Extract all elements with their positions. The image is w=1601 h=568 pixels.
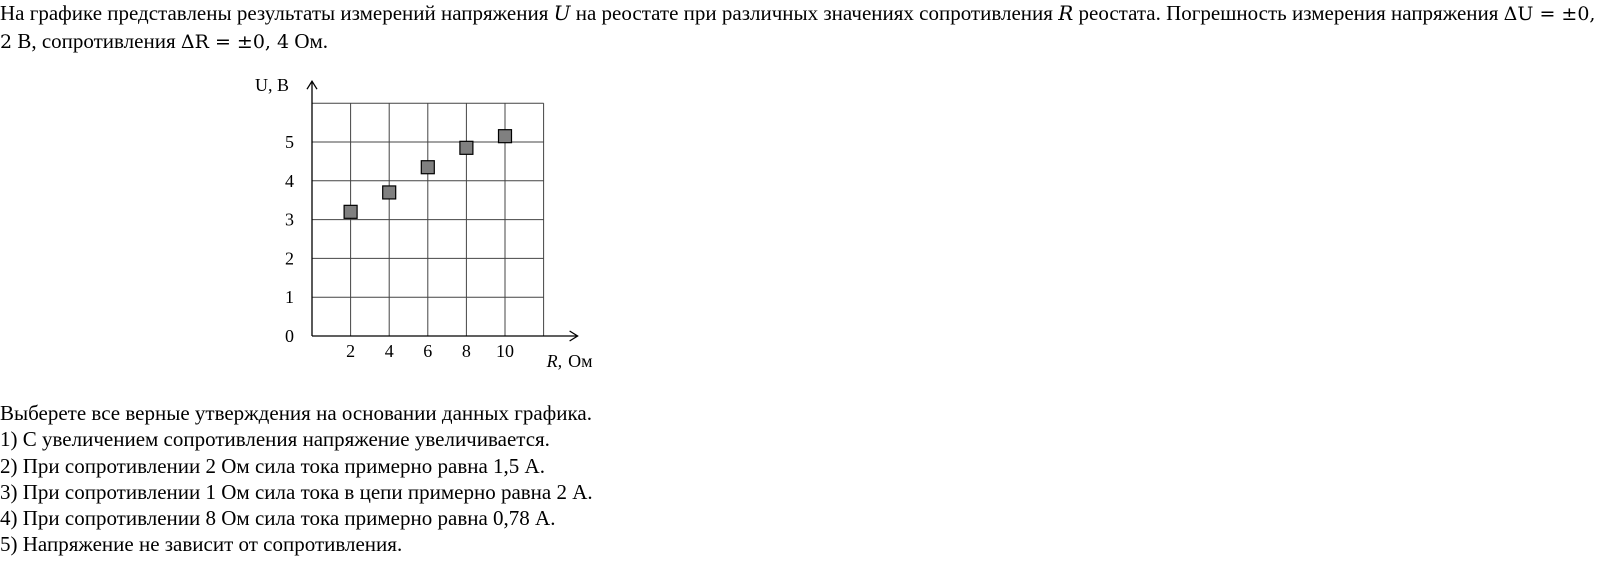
question-prompt: Выберете все верные утверждения на основании данных графика. [0,401,592,425]
answer-option-2: 2) При сопротивлении 2 Ом сила тока примерно равна 1,5 А. [0,453,545,478]
voltage-resistance-chart [240,70,620,380]
data-point [383,186,396,199]
x-tick-label: 8 [461,341,471,361]
x-tick-label: 4 [384,341,394,361]
y-tick-label: 1 [285,287,294,308]
answer-option-4: 4) При сопротивлении 8 Ом сила тока примерно равна 0,78 А. [0,506,556,531]
intro-text-5: Ом. [289,29,329,53]
answer-option-5: 5) Напряжение не зависит от сопротивления. [0,532,403,557]
question-block [0,400,593,558]
data-point [499,130,512,143]
intro-text-1: На графике представлены результаты измерений напряжения [0,1,554,25]
voltage-error: ΔU = ±0, 2 [0,3,1596,53]
resistance-error: ΔR = ±0, 4 [180,31,290,53]
x-tick-label: 6 [423,341,433,361]
y-axis-label: U, В [254,75,289,96]
y-tick-label: 4 [285,170,294,191]
problem-statement [0,0,1601,56]
x-tick-label: 10 [496,341,514,361]
resistance-variable: R [1058,1,1074,25]
y-tick-label: 5 [285,132,294,152]
x-axis-label-unit: Ом [568,351,593,371]
x-axis-label-var: R, [546,351,563,371]
answer-option-1: 1) С увеличением сопротивления напряжение увеличивается. [0,427,550,452]
x-tick-label: 2 [346,341,356,361]
intro-text-2: на реостате при различных значениях сопротивления [570,1,1059,25]
intro-text-4: В, сопротивления [12,29,181,53]
chart-ticks [285,132,514,361]
y-tick-label: 3 [285,209,294,230]
data-point [460,141,473,154]
y-tick-label: 2 [285,248,294,269]
x-axis-label [546,351,593,371]
voltage-variable: U [553,1,571,25]
intro-text-3: реостата. Погрешность измерения напряжения [1073,1,1504,25]
data-point [344,205,357,218]
answer-option-3: 3) При сопротивлении 1 Ом сила тока в цепи примерно равна 2 А. [0,479,593,504]
data-point [421,161,434,174]
y-tick-label: 0 [285,326,294,346]
